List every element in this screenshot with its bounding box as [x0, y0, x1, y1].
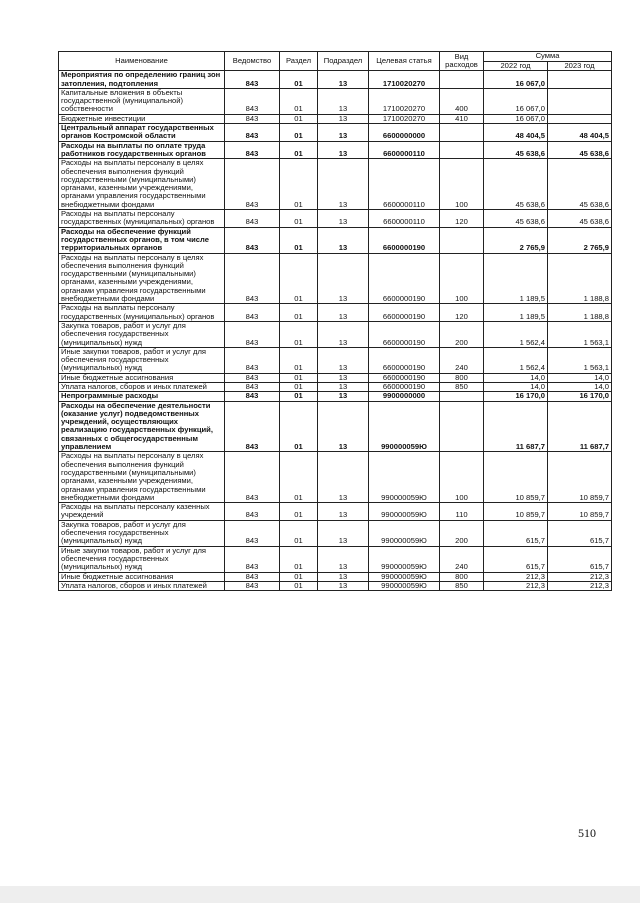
- cell-sum-2023: [548, 88, 612, 114]
- cell-exptype: [440, 141, 484, 159]
- cell-sum-2022: 1 562,4: [484, 347, 548, 373]
- cell-subsection: 13: [318, 382, 369, 391]
- table-row: [59, 71, 612, 89]
- cell-sum-2023: 1 188,8: [548, 304, 612, 322]
- cell-section: 01: [280, 401, 318, 452]
- cell-subsection: 13: [318, 546, 369, 572]
- cell-subsection: 13: [318, 71, 369, 89]
- cell-exptype: 850: [440, 581, 484, 590]
- cell-subsection: 13: [318, 253, 369, 304]
- cell-name: Расходы на выплаты персоналу государственных (муниципальных) органов: [59, 210, 225, 228]
- table-row: [59, 520, 612, 546]
- cell-subsection: 13: [318, 572, 369, 581]
- cell-exptype: 120: [440, 304, 484, 322]
- cell-name: Бюджетные инвестиции: [59, 114, 225, 123]
- cell-sum-2022: 45 638,6: [484, 210, 548, 228]
- cell-sum-2023: 45 638,6: [548, 159, 612, 210]
- budget-table: [58, 51, 612, 591]
- cell-name: Иные закупки товаров, работ и услуг для обеспечения государственных (муниципальных) нужд: [59, 546, 225, 572]
- cell-target: 990000059Ю: [369, 572, 440, 581]
- table-row: [59, 159, 612, 210]
- col-header-dept: Ведомство: [225, 52, 280, 71]
- cell-exptype: 200: [440, 520, 484, 546]
- cell-sum-2023: 212,3: [548, 572, 612, 581]
- cell-sum-2023: 615,7: [548, 546, 612, 572]
- cell-target: 9900000000: [369, 392, 440, 401]
- cell-section: 01: [280, 141, 318, 159]
- cell-target: 6600000190: [369, 304, 440, 322]
- cell-subsection: 13: [318, 520, 369, 546]
- cell-sum-2022: 1 189,5: [484, 253, 548, 304]
- table-row: [59, 581, 612, 590]
- cell-target: 6600000190: [369, 321, 440, 347]
- cell-name: Расходы на выплаты персоналу в целях обеспечения выполнения функций государственными (муниципальными) органами, казенными учреждениями, органами управления государственными внебюджетными фондами: [59, 253, 225, 304]
- cell-name: Иные бюджетные ассигнования: [59, 572, 225, 581]
- cell-subsection: 13: [318, 503, 369, 521]
- cell-sum-2023: 212,3: [548, 581, 612, 590]
- table-row: [59, 382, 612, 391]
- cell-dept: 843: [225, 210, 280, 228]
- cell-sum-2022: 2 765,9: [484, 227, 548, 253]
- cell-section: 01: [280, 572, 318, 581]
- cell-sum-2022: 48 404,5: [484, 124, 548, 142]
- cell-target: 6600000110: [369, 210, 440, 228]
- cell-dept: 843: [225, 71, 280, 89]
- cell-dept: 843: [225, 227, 280, 253]
- cell-sum-2023: 11 687,7: [548, 401, 612, 452]
- table-row: [59, 347, 612, 373]
- cell-target: 990000059Ю: [369, 503, 440, 521]
- table-row: [59, 210, 612, 228]
- cell-name: Расходы на обеспечение функций государственных органов, в том числе территориальных органов: [59, 227, 225, 253]
- cell-exptype: 850: [440, 382, 484, 391]
- table-row: [59, 503, 612, 521]
- cell-name: Центральный аппарат государственных органов Костромской области: [59, 124, 225, 142]
- cell-exptype: 400: [440, 88, 484, 114]
- col-header-subsection: Подраздел: [318, 52, 369, 71]
- cell-sum-2023: 1 563,1: [548, 321, 612, 347]
- cell-target: 6600000190: [369, 347, 440, 373]
- footer-band: [0, 886, 640, 903]
- cell-sum-2023: 2 765,9: [548, 227, 612, 253]
- cell-section: 01: [280, 373, 318, 382]
- cell-sum-2022: 615,7: [484, 546, 548, 572]
- cell-sum-2023: 1 188,8: [548, 253, 612, 304]
- cell-section: 01: [280, 71, 318, 89]
- cell-sum-2023: 48 404,5: [548, 124, 612, 142]
- cell-name: Расходы на выплаты персоналу казенных учреждений: [59, 503, 225, 521]
- cell-subsection: 13: [318, 114, 369, 123]
- table-row: [59, 141, 612, 159]
- cell-subsection: 13: [318, 321, 369, 347]
- table-row: [59, 227, 612, 253]
- cell-exptype: [440, 401, 484, 452]
- cell-target: 6600000190: [369, 382, 440, 391]
- cell-name: Иные закупки товаров, работ и услуг для обеспечения государственных (муниципальных) нужд: [59, 347, 225, 373]
- table-row: [59, 401, 612, 452]
- cell-subsection: 13: [318, 88, 369, 114]
- cell-exptype: 800: [440, 373, 484, 382]
- table-row: [59, 124, 612, 142]
- cell-sum-2022: 615,7: [484, 520, 548, 546]
- cell-section: 01: [280, 253, 318, 304]
- cell-section: 01: [280, 520, 318, 546]
- cell-target: 6600000110: [369, 141, 440, 159]
- cell-dept: 843: [225, 124, 280, 142]
- cell-sum-2023: 16 170,0: [548, 392, 612, 401]
- col-header-name: Наименование: [59, 52, 225, 71]
- cell-dept: 843: [225, 546, 280, 572]
- cell-section: 01: [280, 88, 318, 114]
- cell-sum-2022: 16 067,0: [484, 71, 548, 89]
- cell-subsection: 13: [318, 452, 369, 503]
- cell-exptype: 110: [440, 503, 484, 521]
- cell-dept: 843: [225, 159, 280, 210]
- cell-sum-2022: 1 189,5: [484, 304, 548, 322]
- table-row: [59, 546, 612, 572]
- cell-sum-2023: 1 563,1: [548, 347, 612, 373]
- cell-section: 01: [280, 503, 318, 521]
- cell-exptype: 100: [440, 253, 484, 304]
- cell-sum-2022: 14,0: [484, 373, 548, 382]
- cell-sum-2022: 14,0: [484, 382, 548, 391]
- cell-sum-2022: 10 859,7: [484, 503, 548, 521]
- page-number: 510: [578, 826, 596, 840]
- cell-exptype: [440, 124, 484, 142]
- cell-name: Расходы на выплаты персоналу в целях обеспечения выполнения функций государственными (муниципальными) органами, казенными учреждениями, органами управления государственными внебюджетными фондами: [59, 159, 225, 210]
- table-row: [59, 392, 612, 401]
- cell-target: 1710020270: [369, 114, 440, 123]
- cell-name: Мероприятия по определению границ зон затопления, подтопления: [59, 71, 225, 89]
- cell-sum-2022: 45 638,6: [484, 159, 548, 210]
- cell-subsection: 13: [318, 124, 369, 142]
- cell-subsection: 13: [318, 159, 369, 210]
- cell-name: Капитальные вложения в объекты государственной (муниципальной) собственности: [59, 88, 225, 114]
- cell-exptype: 240: [440, 347, 484, 373]
- cell-exptype: 240: [440, 546, 484, 572]
- cell-dept: 843: [225, 392, 280, 401]
- table-row: [59, 88, 612, 114]
- cell-sum-2023: 45 638,6: [548, 210, 612, 228]
- cell-sum-2022: 212,3: [484, 581, 548, 590]
- cell-target: 990000059Ю: [369, 520, 440, 546]
- cell-section: 01: [280, 452, 318, 503]
- cell-dept: 843: [225, 401, 280, 452]
- cell-section: 01: [280, 382, 318, 391]
- cell-section: 01: [280, 210, 318, 228]
- cell-subsection: 13: [318, 373, 369, 382]
- cell-dept: 843: [225, 141, 280, 159]
- cell-section: 01: [280, 321, 318, 347]
- cell-sum-2022: 11 687,7: [484, 401, 548, 452]
- cell-name: Уплата налогов, сборов и иных платежей: [59, 382, 225, 391]
- cell-target: 990000059Ю: [369, 581, 440, 590]
- cell-dept: 843: [225, 304, 280, 322]
- cell-exptype: [440, 71, 484, 89]
- table-row: [59, 253, 612, 304]
- table-row: [59, 114, 612, 123]
- cell-exptype: 200: [440, 321, 484, 347]
- cell-sum-2023: 10 859,7: [548, 503, 612, 521]
- cell-section: 01: [280, 114, 318, 123]
- cell-target: 6600000190: [369, 253, 440, 304]
- cell-sum-2022: 10 859,7: [484, 452, 548, 503]
- cell-section: 01: [280, 159, 318, 210]
- col-header-exptype: Вид расходов: [440, 52, 484, 71]
- cell-section: 01: [280, 392, 318, 401]
- cell-sum-2023: 615,7: [548, 520, 612, 546]
- cell-name: Закупка товаров, работ и услуг для обеспечения государственных (муниципальных) нужд: [59, 321, 225, 347]
- cell-section: 01: [280, 227, 318, 253]
- cell-sum-2023: 10 859,7: [548, 452, 612, 503]
- cell-exptype: [440, 392, 484, 401]
- cell-name: Расходы на выплаты персоналу государственных (муниципальных) органов: [59, 304, 225, 322]
- cell-target: 6600000000: [369, 124, 440, 142]
- cell-dept: 843: [225, 503, 280, 521]
- cell-dept: 843: [225, 373, 280, 382]
- cell-dept: 843: [225, 88, 280, 114]
- cell-exptype: 100: [440, 452, 484, 503]
- cell-sum-2022: 16 067,0: [484, 114, 548, 123]
- cell-sum-2023: [548, 71, 612, 89]
- cell-name: Закупка товаров, работ и услуг для обеспечения государственных (муниципальных) нужд: [59, 520, 225, 546]
- cell-subsection: 13: [318, 401, 369, 452]
- cell-target: 6600000190: [369, 227, 440, 253]
- col-header-2022: 2022 год: [484, 62, 548, 71]
- cell-exptype: 800: [440, 572, 484, 581]
- cell-subsection: 13: [318, 227, 369, 253]
- col-header-section: Раздел: [280, 52, 318, 71]
- cell-name: Непрограммные расходы: [59, 392, 225, 401]
- cell-section: 01: [280, 581, 318, 590]
- cell-section: 01: [280, 304, 318, 322]
- cell-target: 990000059Ю: [369, 546, 440, 572]
- table-row: [59, 304, 612, 322]
- cell-name: Расходы на выплаты персоналу в целях обеспечения выполнения функций государственными (муниципальными) органами, казенными учреждениями, органами управления государственными внебюджетными фондами: [59, 452, 225, 503]
- cell-sum-2022: 1 562,4: [484, 321, 548, 347]
- table-row: [59, 373, 612, 382]
- cell-dept: 843: [225, 382, 280, 391]
- cell-exptype: 120: [440, 210, 484, 228]
- cell-sum-2022: 16 170,0: [484, 392, 548, 401]
- cell-sum-2022: 45 638,6: [484, 141, 548, 159]
- cell-target: 1710020270: [369, 71, 440, 89]
- cell-subsection: 13: [318, 347, 369, 373]
- cell-sum-2022: 16 067,0: [484, 88, 548, 114]
- cell-target: 6600000190: [369, 373, 440, 382]
- cell-name: Иные бюджетные ассигнования: [59, 373, 225, 382]
- table-body: [59, 71, 612, 591]
- cell-dept: 843: [225, 520, 280, 546]
- col-header-sum: Сумма: [484, 52, 612, 62]
- cell-section: 01: [280, 124, 318, 142]
- cell-target: 990000059Ю: [369, 401, 440, 452]
- cell-section: 01: [280, 546, 318, 572]
- cell-section: 01: [280, 347, 318, 373]
- table-row: [59, 572, 612, 581]
- col-header-2023: 2023 год: [548, 62, 612, 71]
- table-row: [59, 321, 612, 347]
- cell-target: 6600000110: [369, 159, 440, 210]
- cell-dept: 843: [225, 321, 280, 347]
- cell-sum-2023: 14,0: [548, 382, 612, 391]
- cell-dept: 843: [225, 114, 280, 123]
- table-row: [59, 452, 612, 503]
- cell-exptype: 410: [440, 114, 484, 123]
- cell-sum-2023: 45 638,6: [548, 141, 612, 159]
- cell-target: 990000059Ю: [369, 452, 440, 503]
- cell-subsection: 13: [318, 581, 369, 590]
- cell-dept: 843: [225, 347, 280, 373]
- cell-name: Расходы на обеспечение деятельности (оказание услуг) подведомственных учреждений, осуществляющих реализацию государственных функций, связанных с общегосударственным управлением: [59, 401, 225, 452]
- cell-name: Уплата налогов, сборов и иных платежей: [59, 581, 225, 590]
- cell-sum-2022: 212,3: [484, 572, 548, 581]
- cell-sum-2023: 14,0: [548, 373, 612, 382]
- cell-subsection: 13: [318, 392, 369, 401]
- col-header-target: Целевая статья: [369, 52, 440, 71]
- cell-sum-2023: [548, 114, 612, 123]
- cell-subsection: 13: [318, 141, 369, 159]
- cell-exptype: [440, 227, 484, 253]
- cell-target: 1710020270: [369, 88, 440, 114]
- cell-dept: 843: [225, 581, 280, 590]
- cell-dept: 843: [225, 452, 280, 503]
- cell-subsection: 13: [318, 210, 369, 228]
- cell-subsection: 13: [318, 304, 369, 322]
- cell-name: Расходы на выплаты по оплате труда работников государственных органов: [59, 141, 225, 159]
- cell-dept: 843: [225, 253, 280, 304]
- cell-exptype: 100: [440, 159, 484, 210]
- cell-dept: 843: [225, 572, 280, 581]
